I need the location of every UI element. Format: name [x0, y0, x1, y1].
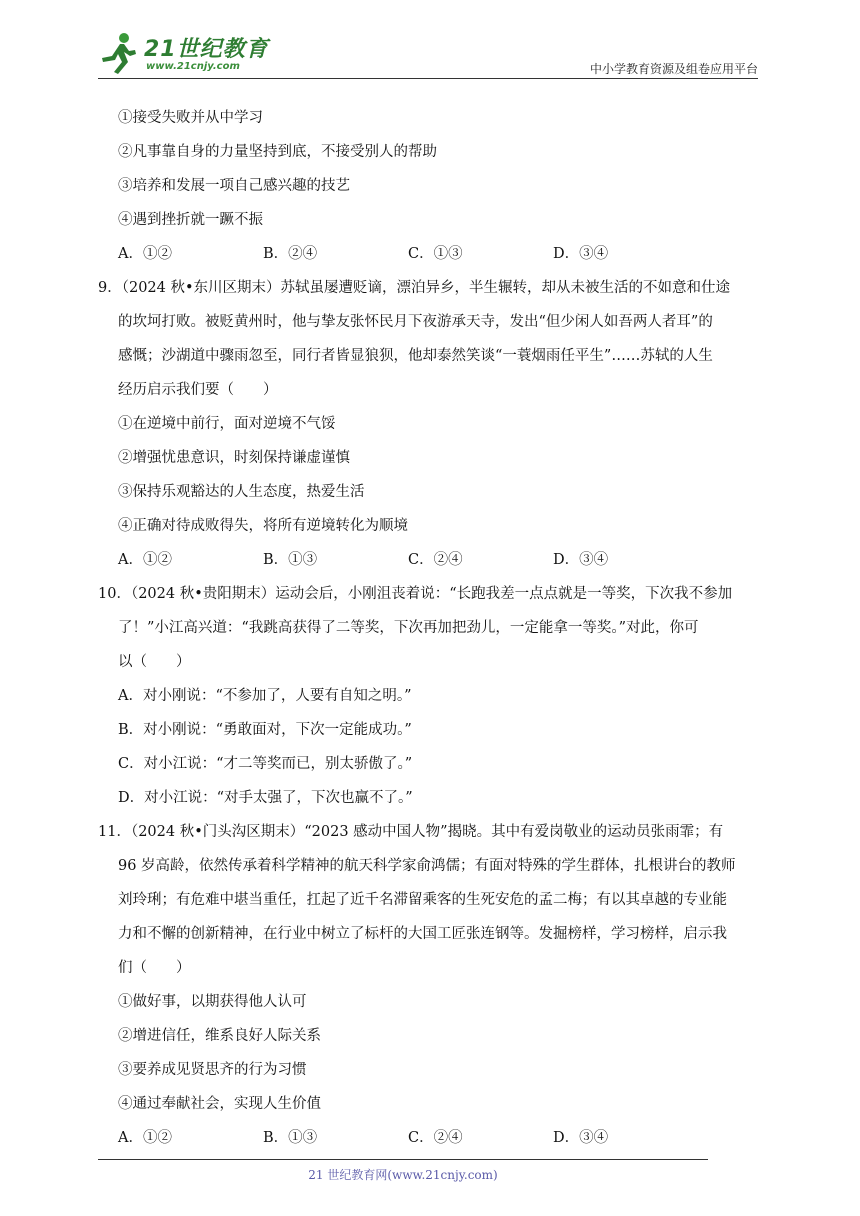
q11-option: ②增进信任，维系良好人际关系 — [118, 1028, 321, 1044]
q10-option-c[interactable]: C．对小江说：“才二等奖而已，别太骄傲了。” — [118, 756, 413, 772]
q9-stem-line: 9．（2024 秋•东川区期末）苏轼虽屡遭贬谪，漂泊异乡，半生辗转，却从未被生活的不如意和仕途 — [98, 280, 731, 296]
header-divider — [98, 78, 758, 79]
q11-stem-line: 力和不懈的创新精神，在行业中树立了标杆的大国工匠张连钢等。发掘榜样，学习榜样，启示我 — [118, 926, 727, 942]
q9-option: ②增强忧患意识，时刻保持谦虚谨慎 — [118, 450, 350, 466]
q9-choice-d[interactable]: D．③④ — [553, 552, 609, 568]
q11-stem-line: 刘玲琍；有危难中堪当重任，扛起了近千名滞留乘客的生死安危的孟二梅；有以其卓越的专业能 — [118, 892, 727, 908]
q8-choice-a[interactable]: A．①② — [118, 246, 172, 262]
q8-choices — [118, 237, 763, 271]
q10-option-d[interactable]: D．对小江说：“对手太强了，下次也赢不了。” — [118, 790, 413, 806]
q9-stem-line: 感慨；沙湖道中骤雨忽至，同行者皆显狼狈，他却泰然笑谈“一蓑烟雨任平生”……苏轼的人生 — [118, 348, 713, 364]
q8-option: ②凡事靠自身的力量坚持到底，不接受别人的帮助 — [118, 144, 437, 160]
q10-option-b[interactable]: B．对小刚说：“勇敢面对，下次一定能成功。” — [118, 722, 412, 738]
q11-option: ④通过奉献社会，实现人生价值 — [118, 1096, 321, 1112]
q9-choice-b[interactable]: B．①③ — [263, 552, 318, 568]
q11-option: ①做好事，以期获得他人认可 — [118, 994, 307, 1010]
q8-choice-c[interactable]: C．①③ — [408, 246, 463, 262]
q10-option-a[interactable]: A．对小刚说：“不参加了，人要有自知之明。” — [118, 688, 412, 704]
q9-choice-a[interactable]: A．①② — [118, 552, 172, 568]
footer-divider — [98, 1159, 708, 1160]
runner-logo-icon — [98, 32, 138, 76]
q11-choices — [118, 1121, 763, 1155]
q10-stem-line: 了！”小江高兴道：“我跳高获得了二等奖，下次再加把劲儿，一定能拿一等奖。”对此，你可 — [118, 620, 699, 636]
q8-option: ④遇到挫折就一蹶不振 — [118, 212, 263, 228]
q11-stem-line: 们（ ） — [118, 960, 191, 976]
q9-option: ①在逆境中前行，面对逆境不气馁 — [118, 416, 336, 432]
q9-choice-c[interactable]: C．②④ — [408, 552, 463, 568]
q11-stem-line: 96 岁高龄，依然传承着科学精神的航天科学家俞鸿儒；有面对特殊的学生群体，扎根讲台的教师 — [118, 858, 736, 874]
q9-stem-line: 的坎坷打败。被贬黄州时，他与挚友张怀民月下夜游承天寺，发出“但少闲人如吾两人者耳”的 — [118, 314, 713, 330]
q11-choice-c[interactable]: C．②④ — [408, 1130, 463, 1146]
q10-stem-line: 10．（2024 秋•贵阳期末）运动会后，小刚沮丧着说：“长跑我差一点点就是一等奖，下次我不参加 — [98, 586, 733, 602]
footer-link[interactable]: 21 世纪教育网(www.21cnjy.com) — [308, 1168, 498, 1182]
q9-choices — [118, 543, 763, 577]
q9-option: ③保持乐观豁达的人生态度，热爱生活 — [118, 484, 365, 500]
header-platform-text: 中小学教育资源及组卷应用平台 — [589, 62, 758, 76]
q8-choice-d[interactable]: D．③④ — [553, 246, 609, 262]
q9-option: ④正确对待成败得失，将所有逆境转化为顺境 — [118, 518, 408, 534]
q11-option: ③要养成见贤思齐的行为习惯 — [118, 1062, 307, 1078]
q10-stem-line: 以（ ） — [118, 654, 191, 670]
logo-text: 21世纪教育 — [144, 37, 269, 62]
site-logo[interactable] — [98, 30, 268, 78]
question-content — [98, 101, 763, 1155]
q8-option: ①接受失败并从中学习 — [118, 110, 263, 126]
q11-stem-line: 11．（2024 秋•门头沟区期末）“2023 感动中国人物”揭晓。其中有爱岗敬业的运动员张雨霏；有 — [98, 824, 724, 840]
q11-choice-d[interactable]: D．③④ — [553, 1130, 609, 1146]
q8-option: ③培养和发展一项自己感兴趣的技艺 — [118, 178, 350, 194]
q8-choice-b[interactable]: B．②④ — [263, 246, 318, 262]
q11-choice-b[interactable]: B．①③ — [263, 1130, 318, 1146]
logo-url: www.21cnjy.com — [146, 61, 240, 72]
q9-stem-line: 经历启示我们要（ ） — [118, 382, 278, 398]
page-header — [98, 30, 758, 80]
q11-choice-a[interactable]: A．①② — [118, 1130, 172, 1146]
